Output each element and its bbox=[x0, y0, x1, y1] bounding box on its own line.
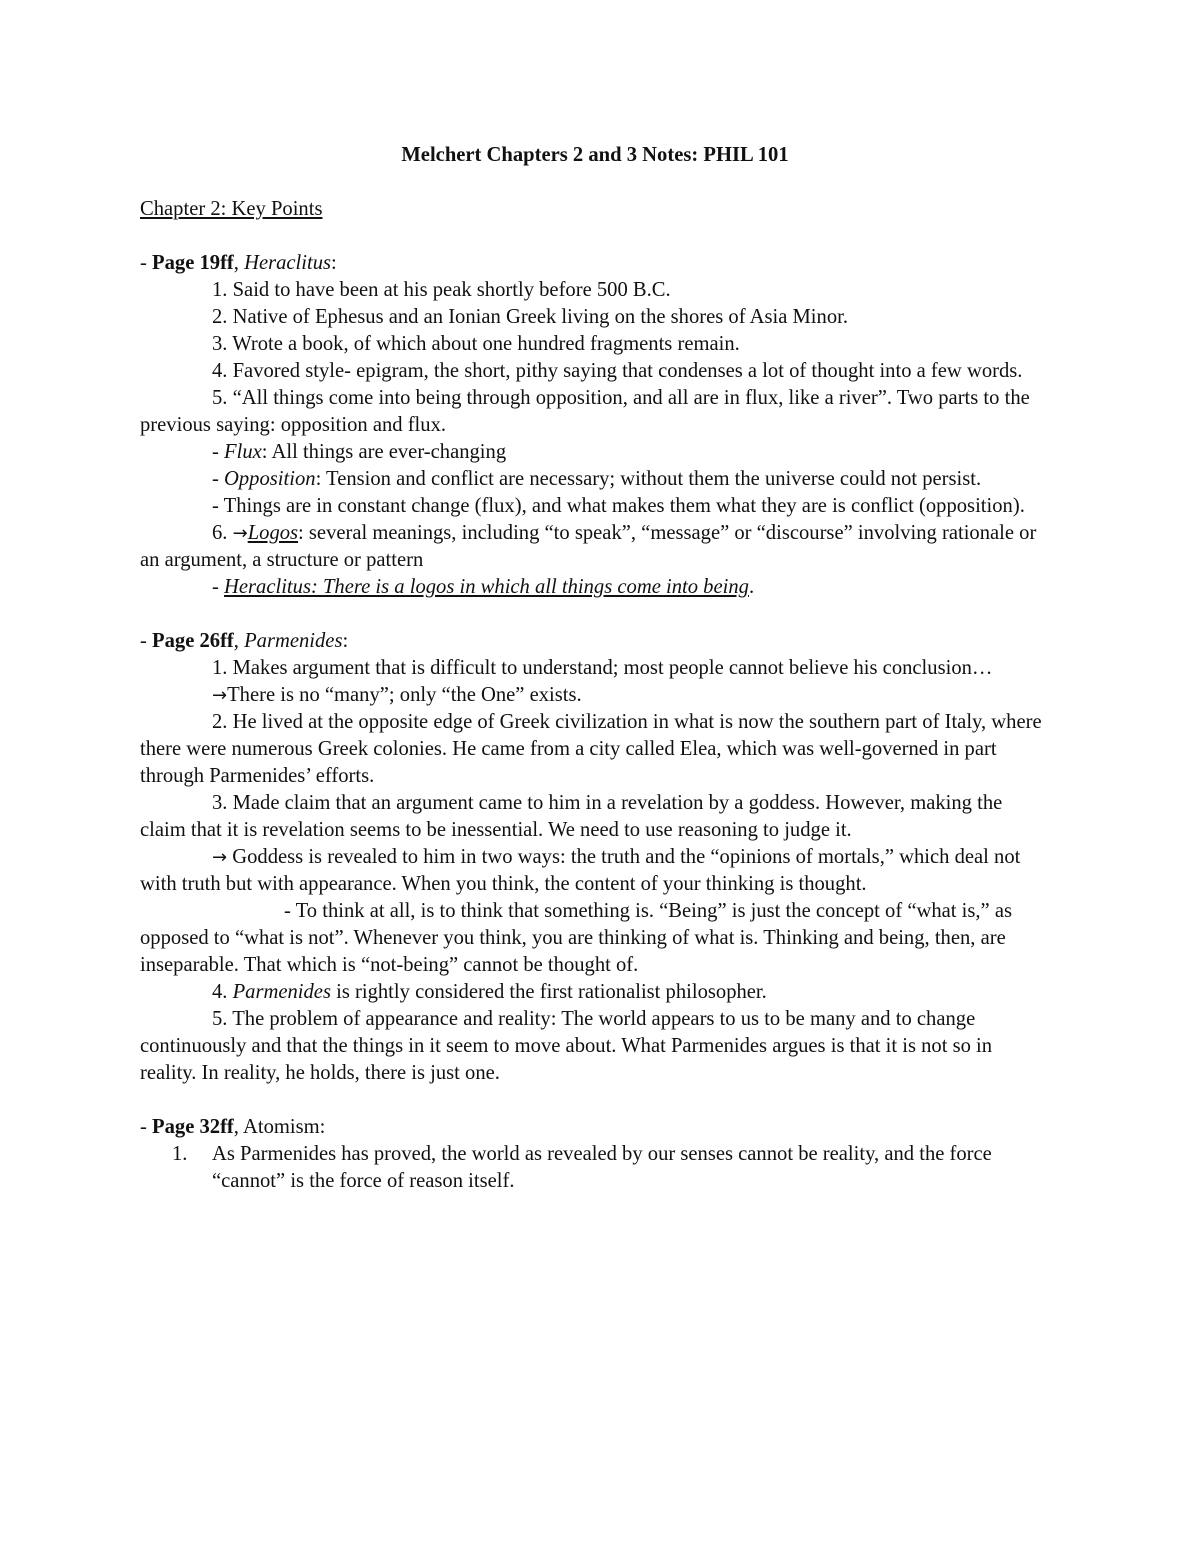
philosopher-name: Heraclitus bbox=[244, 252, 332, 274]
heading-sep: , bbox=[233, 630, 245, 652]
heraclitus-point-4: 4. Favored style- epigram, the short, pithy saying that condenses a lot of thought into a few words. bbox=[212, 360, 1023, 382]
opposition-note bbox=[140, 466, 1050, 493]
parmenides-point-3: 3. Made claim that an argument came to him in a revelation by a goddess. However, making the claim that it is revelation seems to be inessential. We need to use reasoning to judge it. bbox=[140, 792, 1003, 841]
logos-claim: Heraclitus: There is a logos in which all things come into being bbox=[224, 576, 749, 598]
right-arrow-icon: → bbox=[212, 685, 228, 706]
logos-claim-line bbox=[140, 574, 1050, 601]
heading-colon: : bbox=[331, 252, 337, 274]
logos-term: Logos bbox=[247, 522, 299, 544]
list-number: 1. bbox=[172, 1143, 188, 1165]
heading-prefix: - bbox=[140, 630, 153, 652]
parmenides-point-5: 5. The problem of appearance and reality: The world appears to us to be many and to change continuously and that the things in it seem to move about. What Parmenides argues is that it is not so in reality. In reality, he holds, there is just one. bbox=[140, 1008, 993, 1084]
heading-sep: , bbox=[233, 1116, 243, 1138]
flux-term: Flux bbox=[224, 441, 262, 463]
list-text: As Parmenides has proved, the world as revealed by our senses cannot be reality, and the force “cannot” is the force of reason itself. bbox=[212, 1143, 992, 1192]
document-title: Melchert Chapters 2 and 3 Notes: PHIL 101 bbox=[401, 144, 789, 166]
dash: - bbox=[212, 468, 225, 490]
atomism-heading bbox=[140, 1114, 1050, 1141]
heraclitus-heading bbox=[140, 250, 1050, 277]
list-item bbox=[140, 1141, 1050, 1195]
philosopher-name: Parmenides bbox=[244, 630, 343, 652]
heraclitus-point-1: 1. Said to have been at his peak shortly before 500 B.C. bbox=[212, 279, 671, 301]
parmenides-point-1: 1. Makes argument that is difficult to understand; most people cannot believe his conclusion… bbox=[212, 657, 993, 679]
heraclitus-point-2: 2. Native of Ephesus and an Ionian Greek living on the shores of Asia Minor. bbox=[212, 306, 848, 328]
point-text: is rightly considered the first rationalist philosopher. bbox=[330, 981, 767, 1003]
heading-prefix: - bbox=[140, 1116, 153, 1138]
change-note: - Things are in constant change (flux), and what makes them what they are is conflict (opposition). bbox=[212, 495, 1025, 517]
page-ref: Page 32ff bbox=[152, 1116, 234, 1138]
heading-prefix: - bbox=[140, 252, 153, 274]
flux-note bbox=[140, 439, 1050, 466]
page-ref: Page 26ff bbox=[152, 630, 234, 652]
dash: - bbox=[212, 576, 225, 598]
right-arrow-icon: → bbox=[232, 523, 248, 544]
arrow-note-text: Goddess is revealed to him in two ways: the truth and the “opinions of mortals,” which deal not with truth but with appearance. When you think, the content of your thinking is thought. bbox=[140, 846, 1021, 895]
heading-colon: : bbox=[342, 630, 349, 652]
topic-name: Atomism: bbox=[242, 1116, 326, 1138]
philosopher-name: Parmenides bbox=[232, 981, 331, 1003]
atomism-list bbox=[140, 1141, 1050, 1195]
parmenides-heading bbox=[140, 628, 1050, 655]
heraclitus-point-6 bbox=[140, 520, 1050, 574]
point-number: 4. bbox=[212, 981, 233, 1003]
section-heading: Chapter 2: Key Points bbox=[140, 198, 323, 220]
heraclitus-point-5: 5. “All things come into being through opposition, and all are in flux, like a river”. Two parts to the previous saying: opposition and flux. bbox=[140, 387, 1030, 436]
page-ref: Page 19ff bbox=[152, 252, 234, 274]
right-arrow-icon: → bbox=[212, 847, 228, 868]
heraclitus-point-3: 3. Wrote a book, of which about one hundred fragments remain. bbox=[212, 333, 740, 355]
parmenides-arrow-note-1 bbox=[140, 682, 1050, 709]
parmenides-point-4 bbox=[140, 979, 1050, 1006]
parmenides-point-2: 2. He lived at the opposite edge of Greek civilization in what is now the southern part of Italy, where there were numerous Greek colonies. He came from a city called Elea, which was well-governed in part through Parmenides’ efforts. bbox=[140, 711, 1042, 787]
flux-definition: : All things are ever-changing bbox=[261, 441, 507, 463]
heading-sep: , bbox=[233, 252, 245, 274]
period: . bbox=[748, 576, 755, 598]
opposition-definition: : Tension and conflict are necessary; without them the universe could not persist. bbox=[315, 468, 982, 490]
parmenides-arrow-note-2 bbox=[140, 844, 1050, 898]
point-number: 6. bbox=[212, 522, 233, 544]
thinking-being-note: - To think at all, is to think that something is. “Being” is just the concept of “what is,” as opposed to “what is not”. Whenever you think, you are thinking of what is. Thinking and being, then, are inseparable. That which is “not-being” cannot be thought of. bbox=[140, 900, 1012, 976]
opposition-term: Opposition bbox=[224, 468, 316, 490]
dash: - bbox=[212, 441, 225, 463]
arrow-note-text: There is no “many”; only “the One” exists. bbox=[227, 684, 582, 706]
logos-definition: : several meanings, including “to speak”, “message” or “discourse” involving rationale or an argument, a structure or pattern bbox=[140, 522, 1037, 571]
